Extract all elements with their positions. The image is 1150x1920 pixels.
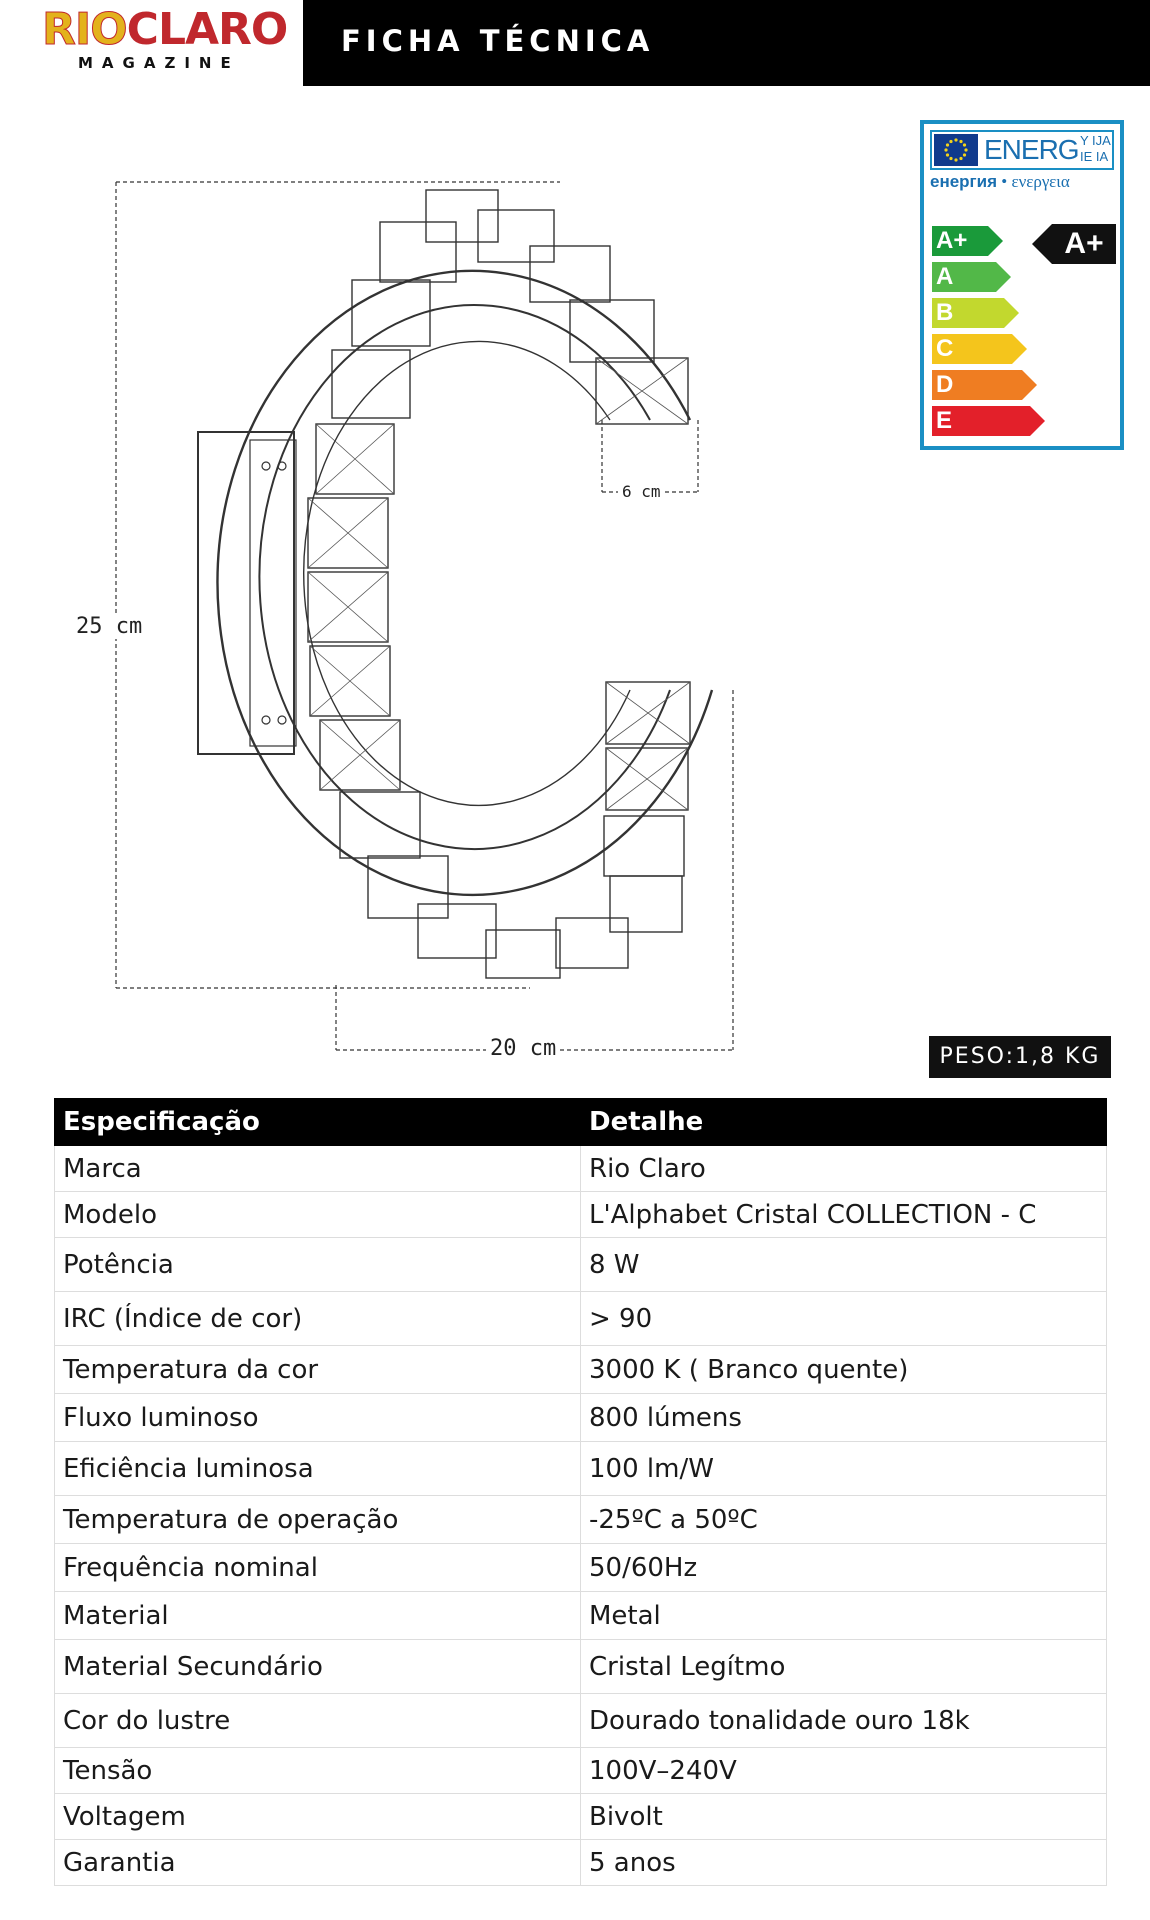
spec-name-cell: Garantia <box>55 1840 581 1886</box>
table-row <box>55 1840 1107 1886</box>
spec-value-cell: 800 lúmens <box>581 1394 1107 1442</box>
table-header-row <box>55 1099 1107 1146</box>
energy-label <box>920 120 1124 450</box>
spec-name-cell: Cor do lustre <box>55 1694 581 1748</box>
weight-badge: PESO:1,8 KG <box>929 1036 1111 1078</box>
eu-flag-icon <box>934 134 978 166</box>
spec-name-cell: Eficiência luminosa <box>55 1442 581 1496</box>
energy-class-bar: D <box>932 370 1022 400</box>
table-row <box>55 1748 1107 1794</box>
table-row <box>55 1238 1107 1292</box>
spec-value-cell: L'Alphabet Cristal COLLECTION - C <box>581 1192 1107 1238</box>
spec-value-cell: > 90 <box>581 1292 1107 1346</box>
spec-name-cell: Voltagem <box>55 1794 581 1840</box>
brand-logo <box>0 0 303 86</box>
energy-label-header: ENERG Y IJA IE IA <box>930 130 1114 170</box>
spec-name-cell: Fluxo luminoso <box>55 1394 581 1442</box>
spec-name-cell: Temperatura de operação <box>55 1496 581 1544</box>
crystal-ring-inner <box>259 305 670 849</box>
spec-value-cell: 3000 K ( Branco quente) <box>581 1346 1107 1394</box>
energy-class-bar: B <box>932 298 1004 328</box>
spec-name-cell: Temperatura da cor <box>55 1346 581 1394</box>
width-dimension-label: 20 cm <box>486 1036 560 1061</box>
spec-name-cell: Tensão <box>55 1748 581 1794</box>
energy-class-bar: C <box>932 334 1012 364</box>
spec-value-cell: 100V–240V <box>581 1748 1107 1794</box>
table-row <box>55 1394 1107 1442</box>
energy-word: ENERG <box>984 134 1079 165</box>
table-row <box>55 1192 1107 1238</box>
height-dimension-label: 25 cm <box>72 614 146 639</box>
table-row <box>55 1496 1107 1544</box>
gap-dimension-label: 6 cm <box>618 482 665 501</box>
spec-value-cell: 50/60Hz <box>581 1544 1107 1592</box>
energy-class-bar: E <box>932 406 1030 436</box>
spec-value-cell: Cristal Legítmo <box>581 1640 1107 1694</box>
page-title: FICHA TÉCNICA <box>341 24 655 58</box>
spec-value-cell: -25ºC a 50ºC <box>581 1496 1107 1544</box>
energy-rating-badge: A+ <box>1052 224 1116 264</box>
energy-class-bar: A <box>932 262 996 292</box>
column-header-detail: Detalhe <box>581 1099 1107 1146</box>
spec-value-cell: Dourado tonalidade ouro 18k <box>581 1694 1107 1748</box>
energy-class-bar: A+ <box>932 226 988 256</box>
spec-value-cell: Bivolt <box>581 1794 1107 1840</box>
spec-name-cell: Marca <box>55 1146 581 1192</box>
spec-value-cell: 100 lm/W <box>581 1442 1107 1496</box>
table-row <box>55 1346 1107 1394</box>
spec-value-cell: Rio Claro <box>581 1146 1107 1192</box>
spec-value-cell: 8 W <box>581 1238 1107 1292</box>
table-row <box>55 1292 1107 1346</box>
table-row <box>55 1794 1107 1840</box>
spec-table <box>54 1098 1107 1886</box>
spec-name-cell: Material Secundário <box>55 1640 581 1694</box>
spec-name-cell: Frequência nominal <box>55 1544 581 1592</box>
product-drawing <box>0 100 800 1060</box>
energy-languages: енергия • ενεργεια <box>930 172 1070 191</box>
spec-name-cell: Material <box>55 1592 581 1640</box>
table-row <box>55 1640 1107 1694</box>
spec-value-cell: Metal <box>581 1592 1107 1640</box>
table-row <box>55 1592 1107 1640</box>
spec-name-cell: Potência <box>55 1238 581 1292</box>
spec-value-cell: 5 anos <box>581 1840 1107 1886</box>
column-header-spec: Especificação <box>55 1099 581 1146</box>
spec-name-cell: IRC (Índice de cor) <box>55 1292 581 1346</box>
spec-name-cell: Modelo <box>55 1192 581 1238</box>
table-row <box>55 1146 1107 1192</box>
page-header <box>0 0 1150 86</box>
wall-mount-plate <box>198 432 294 754</box>
table-row <box>55 1442 1107 1496</box>
crystal-ring-outer <box>218 271 712 895</box>
table-row <box>55 1694 1107 1748</box>
table-row <box>55 1544 1107 1592</box>
title-bar <box>303 0 1150 86</box>
logo-subtitle: MAGAZINE <box>78 54 240 72</box>
logo-wordmark: RIOCLARO <box>42 4 288 55</box>
crystal-stones <box>308 190 690 978</box>
